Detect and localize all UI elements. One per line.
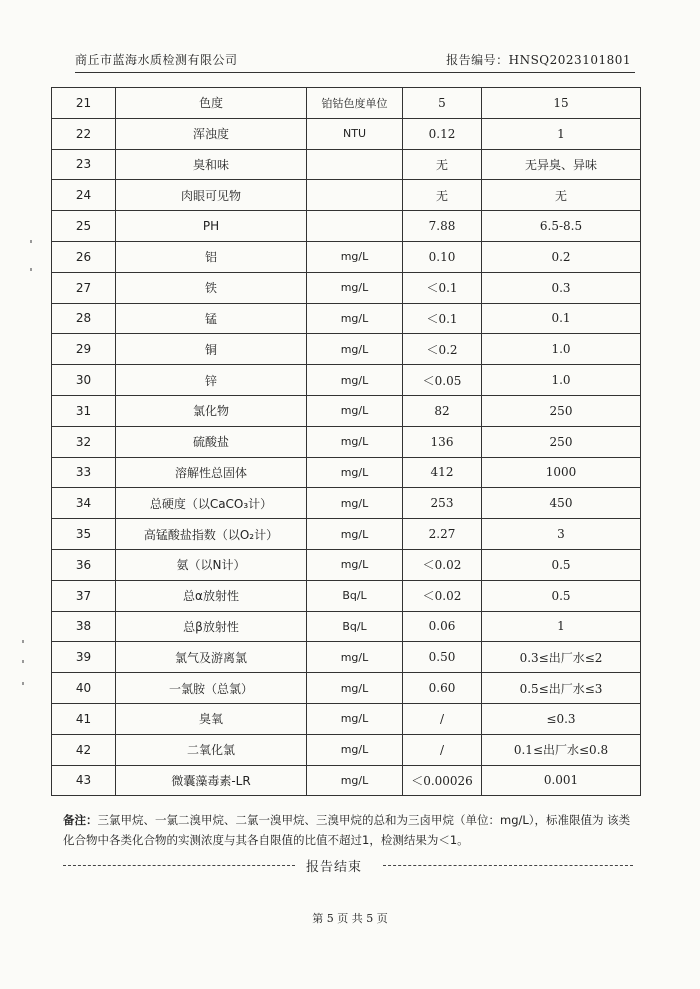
unit-cell: mg/L: [307, 488, 403, 519]
test-result-cell: 82: [403, 395, 482, 426]
standard-limit-cell: ≤0.3: [482, 703, 641, 734]
scan-artifact: [30, 240, 32, 243]
row-number-cell: 34: [52, 488, 116, 519]
unit-cell: mg/L: [307, 241, 403, 272]
test-result-cell: ＜0.02: [403, 549, 482, 580]
table-row: [52, 519, 641, 550]
row-number-cell: 21: [52, 88, 116, 119]
unit-cell: mg/L: [307, 334, 403, 365]
item-name-cell: 高锰酸盐指数（以O₂计）: [116, 519, 307, 550]
standard-limit-cell: 250: [482, 395, 641, 426]
report-end-text: 报告结束: [306, 860, 363, 875]
standard-limit-cell: 1.0: [482, 365, 641, 396]
standard-limit-cell: 0.3: [482, 272, 641, 303]
row-number-cell: 32: [52, 426, 116, 457]
table-row: [52, 180, 641, 211]
unit-cell: mg/L: [307, 549, 403, 580]
test-result-cell: /: [403, 703, 482, 734]
item-name-cell: 铝: [116, 241, 307, 272]
row-number-cell: 23: [52, 149, 116, 180]
test-result-cell: 5: [403, 88, 482, 119]
row-number-cell: 43: [52, 765, 116, 796]
test-result-cell: ＜0.2: [403, 334, 482, 365]
table-row: [52, 303, 641, 334]
item-name-cell: 臭氧: [116, 703, 307, 734]
standard-limit-cell: 6.5-8.5: [482, 211, 641, 242]
row-number-cell: 27: [52, 272, 116, 303]
test-result-cell: 412: [403, 457, 482, 488]
standard-limit-cell: 1000: [482, 457, 641, 488]
page-number: 第 5 页 共 5 页: [312, 912, 388, 925]
test-result-cell: ＜0.1: [403, 303, 482, 334]
test-result-cell: ＜0.00026: [403, 765, 482, 796]
standard-limit-cell: 0.001: [482, 765, 641, 796]
row-number-cell: 28: [52, 303, 116, 334]
results-table: [51, 87, 641, 796]
test-result-cell: 2.27: [403, 519, 482, 550]
standard-limit-cell: 0.5: [482, 580, 641, 611]
row-number-cell: 41: [52, 703, 116, 734]
unit-cell: mg/L: [307, 642, 403, 673]
standard-limit-cell: 0.2: [482, 241, 641, 272]
page-header: [75, 48, 635, 73]
row-number-cell: 29: [52, 334, 116, 365]
scan-artifact: [30, 268, 32, 271]
unit-cell: 铂钴色度单位: [307, 88, 403, 119]
item-name-cell: 溶解性总固体: [116, 457, 307, 488]
row-number-cell: 36: [52, 549, 116, 580]
table-row: [52, 334, 641, 365]
item-name-cell: 硫酸盐: [116, 426, 307, 457]
test-result-cell: 0.12: [403, 118, 482, 149]
scan-artifact: [22, 682, 24, 685]
table-row: [52, 88, 641, 119]
row-number-cell: 37: [52, 580, 116, 611]
row-number-cell: 31: [52, 395, 116, 426]
unit-cell: Bq/L: [307, 611, 403, 642]
item-name-cell: 铁: [116, 272, 307, 303]
table-row: [52, 549, 641, 580]
test-result-cell: 0.60: [403, 673, 482, 704]
company-name: 商丘市蓝海水质检测有限公司: [75, 53, 238, 67]
unit-cell: mg/L: [307, 519, 403, 550]
unit-cell: [307, 211, 403, 242]
report-end-line: [63, 856, 633, 876]
table-row: [52, 642, 641, 673]
standard-limit-cell: 0.5≤出厂水≤3: [482, 673, 641, 704]
table-row: [52, 149, 641, 180]
table-row: [52, 426, 641, 457]
item-name-cell: 一氯胺（总氯）: [116, 673, 307, 704]
item-name-cell: PH: [116, 211, 307, 242]
unit-cell: Bq/L: [307, 580, 403, 611]
unit-cell: [307, 149, 403, 180]
test-result-cell: 0.06: [403, 611, 482, 642]
item-name-cell: 铜: [116, 334, 307, 365]
item-name-cell: 总硬度（以CaCO₃计）: [116, 488, 307, 519]
row-number-cell: 24: [52, 180, 116, 211]
test-result-cell: 0.50: [403, 642, 482, 673]
item-name-cell: 氯化物: [116, 395, 307, 426]
table-row: [52, 611, 641, 642]
item-name-cell: 氨（以N计）: [116, 549, 307, 580]
row-number-cell: 40: [52, 673, 116, 704]
divider-left: [63, 865, 295, 866]
test-result-cell: 无: [403, 149, 482, 180]
table-row: [52, 211, 641, 242]
unit-cell: mg/L: [307, 365, 403, 396]
table-row: [52, 734, 641, 765]
standard-limit-cell: 无: [482, 180, 641, 211]
table-row: [52, 272, 641, 303]
unit-cell: mg/L: [307, 303, 403, 334]
unit-cell: mg/L: [307, 457, 403, 488]
standard-limit-cell: 1.0: [482, 334, 641, 365]
standard-limit-cell: 0.3≤出厂水≤2: [482, 642, 641, 673]
divider-right: [383, 865, 633, 866]
item-name-cell: 氯气及游离氯: [116, 642, 307, 673]
row-number-cell: 39: [52, 642, 116, 673]
standard-limit-cell: 0.1≤出厂水≤0.8: [482, 734, 641, 765]
table-row: [52, 580, 641, 611]
row-number-cell: 42: [52, 734, 116, 765]
test-result-cell: 7.88: [403, 211, 482, 242]
row-number-cell: 38: [52, 611, 116, 642]
table-row: [52, 365, 641, 396]
item-name-cell: 二氧化氯: [116, 734, 307, 765]
item-name-cell: 总β放射性: [116, 611, 307, 642]
item-name-cell: 臭和味: [116, 149, 307, 180]
unit-cell: mg/L: [307, 765, 403, 796]
remarks-text: 三氯甲烷、一氯二溴甲烷、二氯一溴甲烷、三溴甲烷的总和为三卤甲烷（单位：mg/L），标准限值为 该类化合物中各类化合物的实测浓度与其各自限值的比值不超过1，检测结果为＜1。: [63, 813, 631, 847]
test-result-cell: 无: [403, 180, 482, 211]
report-number: 报告编号：HNSQ2023101801: [446, 53, 631, 67]
item-name-cell: 浑浊度: [116, 118, 307, 149]
item-name-cell: 锌: [116, 365, 307, 396]
standard-limit-cell: 1: [482, 611, 641, 642]
unit-cell: NTU: [307, 118, 403, 149]
standard-limit-cell: 3: [482, 519, 641, 550]
unit-cell: mg/L: [307, 673, 403, 704]
table-row: [52, 395, 641, 426]
row-number-cell: 25: [52, 211, 116, 242]
test-result-cell: 0.10: [403, 241, 482, 272]
table-row: [52, 241, 641, 272]
test-result-cell: 253: [403, 488, 482, 519]
unit-cell: mg/L: [307, 272, 403, 303]
test-result-cell: /: [403, 734, 482, 765]
table-row: [52, 673, 641, 704]
row-number-cell: 35: [52, 519, 116, 550]
table-row: [52, 765, 641, 796]
row-number-cell: 26: [52, 241, 116, 272]
remarks-label: 备注：: [63, 813, 98, 827]
standard-limit-cell: 15: [482, 88, 641, 119]
item-name-cell: 总α放射性: [116, 580, 307, 611]
row-number-cell: 30: [52, 365, 116, 396]
remarks: [63, 810, 639, 850]
scan-artifact: [22, 660, 24, 663]
unit-cell: [307, 180, 403, 211]
table-row: [52, 488, 641, 519]
item-name-cell: 肉眼可见物: [116, 180, 307, 211]
table-row: [52, 118, 641, 149]
item-name-cell: 色度: [116, 88, 307, 119]
test-result-cell: ＜0.02: [403, 580, 482, 611]
unit-cell: mg/L: [307, 426, 403, 457]
test-result-cell: ＜0.05: [403, 365, 482, 396]
item-name-cell: 微囊藻毒素-LR: [116, 765, 307, 796]
table-row: [52, 703, 641, 734]
standard-limit-cell: 1: [482, 118, 641, 149]
table-row: [52, 457, 641, 488]
standard-limit-cell: 0.5: [482, 549, 641, 580]
scan-artifact: [22, 640, 24, 643]
row-number-cell: 33: [52, 457, 116, 488]
unit-cell: mg/L: [307, 395, 403, 426]
unit-cell: mg/L: [307, 734, 403, 765]
unit-cell: mg/L: [307, 703, 403, 734]
test-result-cell: 136: [403, 426, 482, 457]
row-number-cell: 22: [52, 118, 116, 149]
test-result-cell: ＜0.1: [403, 272, 482, 303]
standard-limit-cell: 无异臭、异味: [482, 149, 641, 180]
standard-limit-cell: 250: [482, 426, 641, 457]
standard-limit-cell: 450: [482, 488, 641, 519]
item-name-cell: 锰: [116, 303, 307, 334]
standard-limit-cell: 0.1: [482, 303, 641, 334]
